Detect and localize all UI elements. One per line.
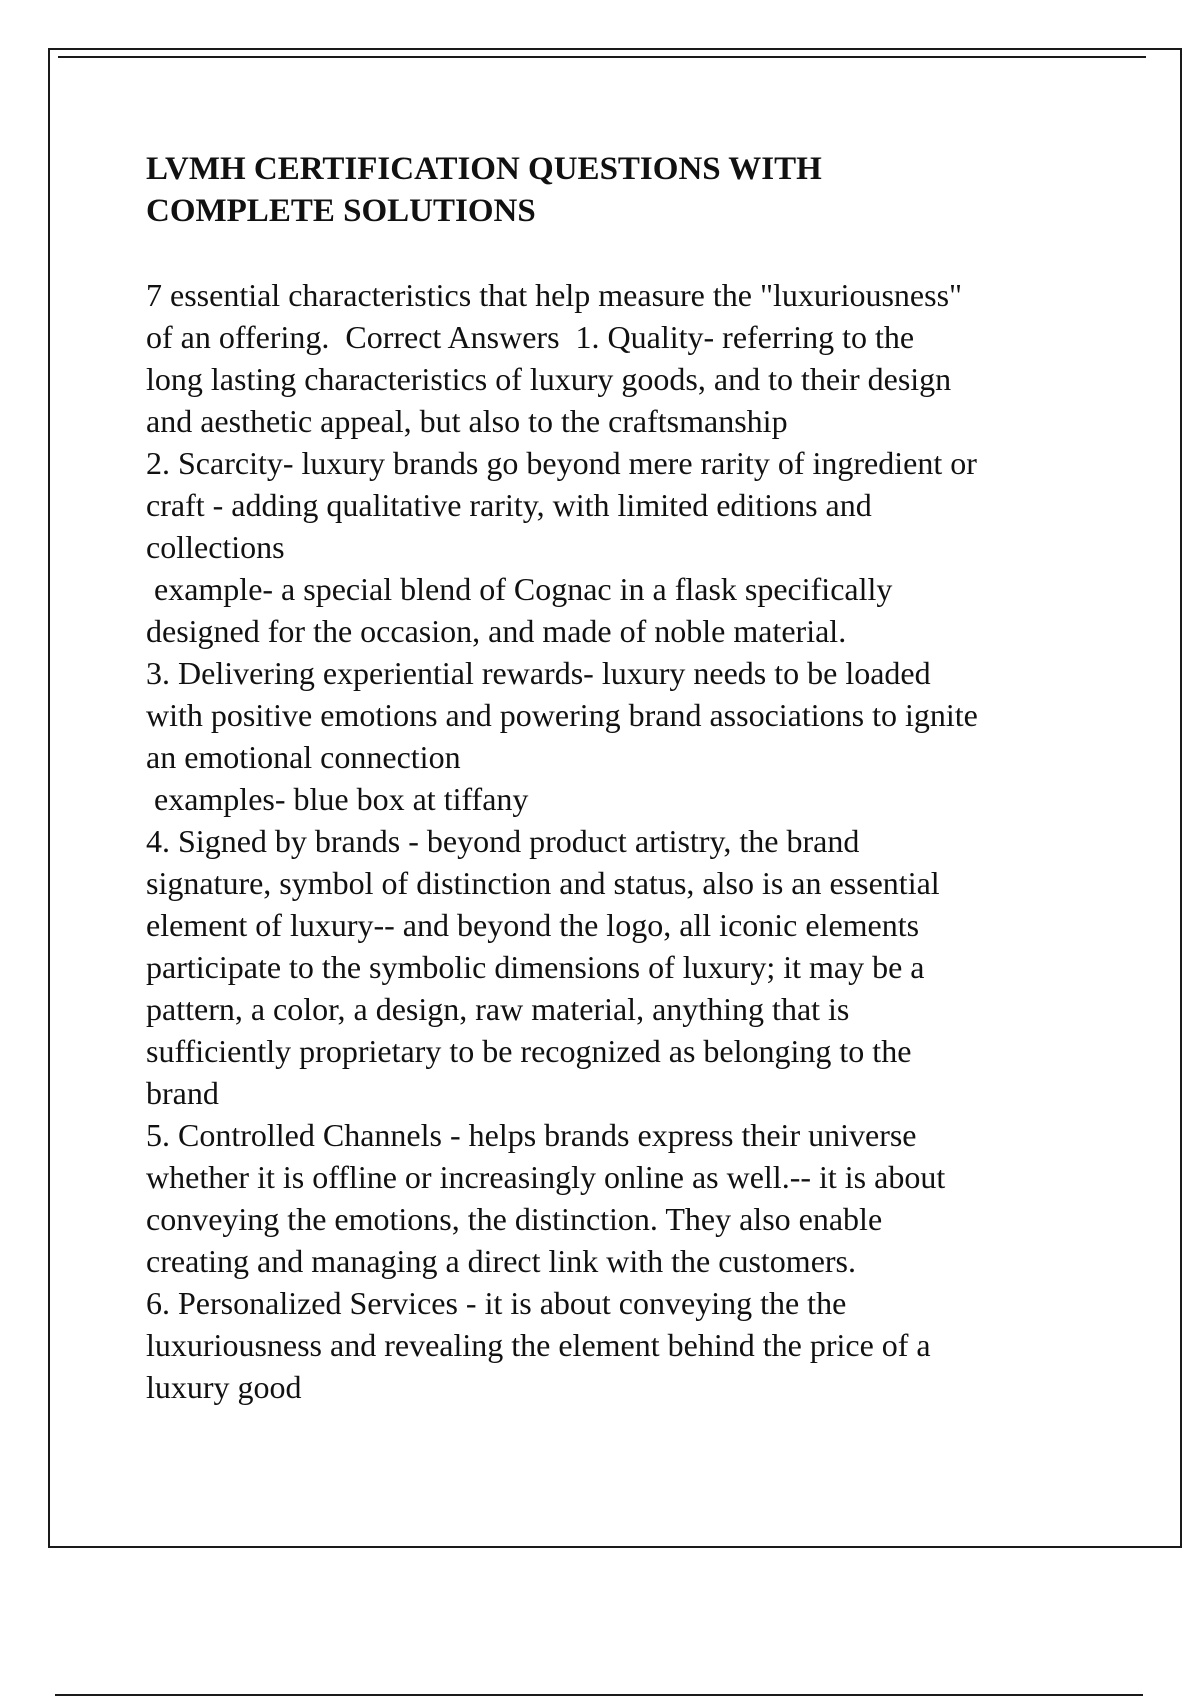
body-line: with positive emotions and powering brand associations to ignite [146,697,978,733]
body-line: designed for the occasion, and made of noble material. [146,613,847,649]
body-line: element of luxury-- and beyond the logo, all iconic elements [146,907,920,943]
body-line: 2. Scarcity- luxury brands go beyond mere rarity of ingredient or [146,445,977,481]
body-line: an emotional connection [146,739,461,775]
title-line: LVMH CERTIFICATION QUESTIONS WITH [146,151,822,187]
document-title [146,148,1156,232]
page-frame [48,48,1182,1548]
title-line: COMPLETE SOLUTIONS [146,193,536,229]
body-line: sufficiently proprietary to be recognized as belonging to the [146,1033,912,1069]
body-line: and aesthetic appeal, but also to the craftsmanship [146,403,788,439]
body-line: 6. Personalized Services - it is about conveying the the [146,1285,847,1321]
body-line: 3. Delivering experiential rewards- luxury needs to be loaded [146,655,931,691]
body-line: brand [146,1075,219,1111]
body-line: 5. Controlled Channels - helps brands express their universe [146,1117,917,1153]
body-line: pattern, a color, a design, raw material, anything that is [146,991,850,1027]
body-line: creating and managing a direct link with the customers. [146,1243,856,1279]
bottom-rule [55,1694,1143,1696]
body-line: whether it is offline or increasingly online as well.-- it is about [146,1159,946,1195]
document-content [146,148,1156,1408]
body-line: participate to the symbolic dimensions of luxury; it may be a [146,949,925,985]
body-line: examples- blue box at tiffany [146,781,529,817]
body-line: 7 essential characteristics that help measure the "luxuriousness" [146,277,963,313]
body-line: of an offering. Correct Answers 1. Quality- referring to the [146,319,915,355]
body-line: signature, symbol of distinction and status, also is an essential [146,865,940,901]
body-line: conveying the emotions, the distinction. They also enable [146,1201,883,1237]
top-rule [58,56,1146,58]
body-line: luxury good [146,1369,302,1405]
body-line: long lasting characteristics of luxury goods, and to their design [146,361,952,397]
document-body [146,274,1156,1408]
body-line: example- a special blend of Cognac in a flask specifically [146,571,893,607]
body-line: collections [146,529,285,565]
body-line: luxuriousness and revealing the element behind the price of a [146,1327,931,1363]
body-line: craft - adding qualitative rarity, with limited editions and [146,487,872,523]
body-line: 4. Signed by brands - beyond product artistry, the brand [146,823,860,859]
